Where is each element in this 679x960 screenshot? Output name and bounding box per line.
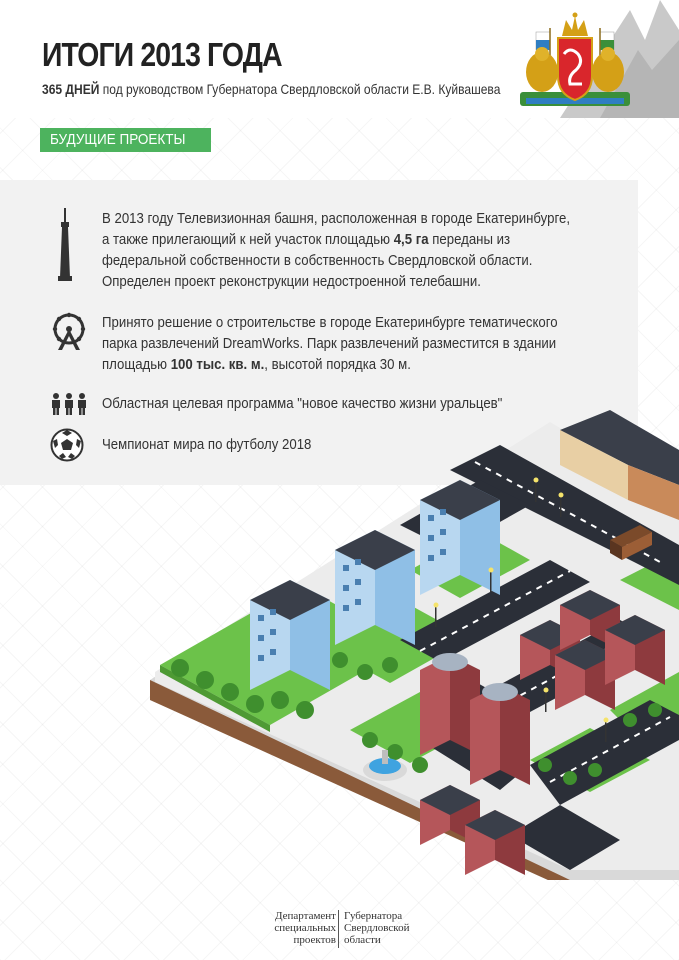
item-tv-tower-text: В 2013 году Телевизионная башня, расположенная в городе Екатеринбурге, а также прилегающий к ней участок площадью 4,5 га переданы из федеральной собственности в собственность Свердловской области. Определен проект реконструкции недостроенной телебашни. — [102, 210, 571, 290]
footer — [230, 910, 460, 950]
ferris-wheel-icon — [50, 312, 88, 352]
header — [0, 0, 679, 118]
subtitle-text: под руководством Губернатора Свердловской области Е.В. Куйвашева — [99, 81, 501, 97]
footer-governor: Губернатора Свердловской области — [344, 910, 410, 946]
people-icon — [50, 393, 88, 415]
item-program-text: Областная целевая программа "новое качество жизни уральцев" — [102, 395, 503, 412]
football-icon — [50, 428, 84, 462]
coat-of-arms-icon — [512, 10, 638, 114]
item-dreamworks-text: Принято решение о строительстве в городе Екатеринбурге тематического парка развлечений DreamWorks. Парк развлечений разместится в здании площадью 100 тыс. кв. м., высотой порядка 30 м. — [102, 314, 558, 373]
tv-tower-icon — [50, 208, 80, 282]
item-football-text: Чемпионат мира по футболу 2018 — [102, 436, 312, 453]
page-title: ИТОГИ 2013 ГОДА — [42, 36, 282, 73]
page-subtitle — [42, 81, 500, 97]
city-illustration — [150, 410, 679, 880]
section-badge — [40, 128, 211, 152]
item-tv-tower — [50, 208, 620, 298]
footer-department: Департамент специальных проектов — [274, 910, 336, 946]
footer-divider — [338, 910, 339, 948]
brick-building-2 — [470, 683, 530, 785]
subtitle-days: 365 ДНЕЙ — [42, 81, 100, 97]
section-label: БУДУЩИЕ ПРОЕКТЫ — [50, 131, 186, 148]
item-dreamworks — [50, 312, 620, 376]
